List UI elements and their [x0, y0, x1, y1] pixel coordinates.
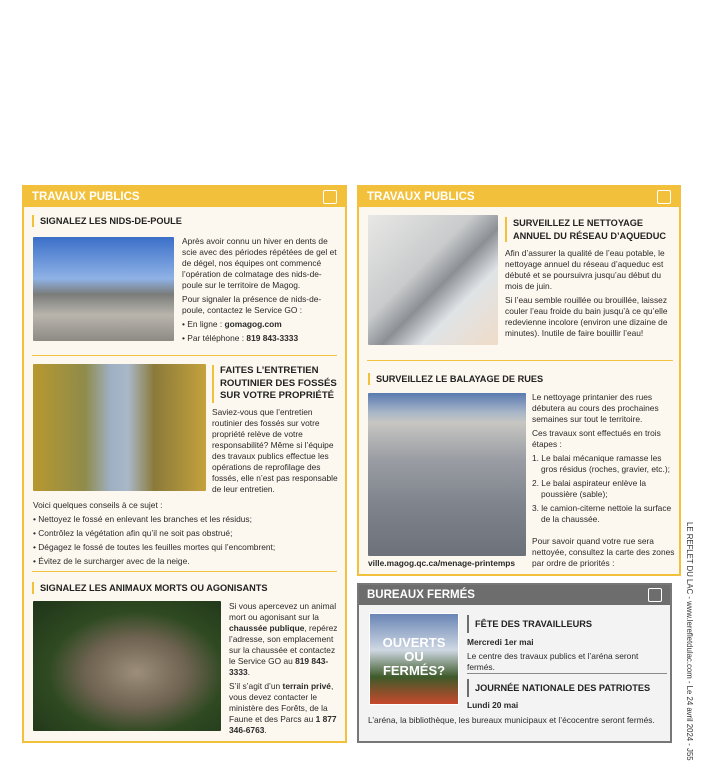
tips-intro: Voici quelques conseils à ce sujet : — [33, 500, 163, 510]
section-title: FAITES L’ENTRETIEN ROUTINIER DES FOSSÉS SUR VOTRE PROPRIÉTÉ — [212, 365, 342, 403]
paragraph: Si l’eau semble rouillée ou brouillée, laissez couler l’eau froide du bain jusqu’à ce qu’elle redevienne incolore (environ une dizaine de minutes). Inutile de faire bouillir l’eau! — [505, 295, 668, 338]
tip-item: • Évitez de le surcharger avec de la neige. — [33, 556, 190, 566]
paragraph-text: Pour savoir quand votre rue sera nettoyée, consultez la carte des zones par ordre de priorités : — [532, 536, 675, 568]
divider — [367, 360, 673, 361]
calendar-icon — [648, 588, 662, 602]
tip-item: • Nettoyez le fossé en enlevant les branches et les résidus; — [33, 514, 252, 524]
publication-footer: LE REFLET DU LAC - www.lerefletdulac.com - Le 24 avril 2024 - J55 — [685, 522, 694, 761]
menage-printemps-link[interactable]: ville.magog.qc.ca/menage-printemps — [368, 558, 516, 568]
paragraph: Si vous apercevez un animal mort ou agonisant sur la chaussée publique, repérez l’adresse, son emplacement sur la chaussée et contactez le Service GO au 819 843-3333. — [229, 601, 338, 677]
website-link[interactable]: gomagog.com — [224, 319, 282, 329]
event-patriotes — [467, 679, 667, 711]
paragraph: S’il s’agit d’un terrain privé, vous devez contacter le ministère des Forêts, de la Faune et des Parcs au 1 877 346-6763. — [229, 681, 337, 735]
raccoon-photo — [33, 601, 221, 731]
phone-number: 819 843-3333 — [246, 333, 299, 343]
divider — [32, 571, 337, 572]
panel-header — [359, 187, 679, 207]
section-title: SURVEILLEZ LE NETTOYAGE ANNUEL DU RÉSEAU D’AQUEDUC — [505, 217, 675, 242]
online-line: • En ligne : gomagog.com — [182, 319, 282, 329]
nids-text — [182, 236, 340, 347]
paragraph: Ces travaux sont effectués en trois étapes : — [532, 428, 661, 449]
step-item: 1. Le balai mécanique ramasse les gros résidus (roches, gravier, etc.); — [532, 453, 670, 474]
panel-title: TRAVAUX PUBLICS — [367, 191, 475, 203]
section-aqueduc — [505, 217, 675, 342]
section-nids-de-poule — [32, 215, 337, 227]
tip-item: • Dégagez le fossé de toutes les feuilles mortes qui l’encombrent; — [33, 542, 276, 552]
image-text: FERMÉS? — [382, 663, 446, 678]
panel-title: TRAVAUX PUBLICS — [32, 191, 140, 203]
animaux-text — [229, 601, 341, 739]
ouverts-fermes-image — [369, 613, 459, 705]
travaux-publics-left-panel — [22, 185, 347, 743]
panel-title: BUREAUX FERMÉS — [367, 589, 475, 601]
link-line — [368, 558, 678, 569]
section-balayage — [368, 373, 673, 385]
panel-header — [24, 187, 345, 207]
tip-item: • Contrôlez la végétation afin qu’il ne soit pas obstrué; — [33, 528, 233, 538]
event-date: Mercredi 1er mai — [467, 637, 534, 647]
tips — [33, 500, 338, 567]
travaux-publics-right-panel — [357, 185, 681, 576]
paragraph: Après avoir connu un hiver en dents de scie avec des périodes répétées de gel et de dégel, nos équipes ont commencé l’opération de colmatage des nids-de-poule sur le territoire de Magog. — [182, 236, 337, 290]
event-title: FÊTE DES TRAVAILLEURS — [467, 615, 667, 633]
paragraph: Afin d’assurer la qualité de l’eau potable, le nettoyage annuel du réseau d’aqueduc est débuté et se poursuivra jusqu’au début du mois de juin. — [505, 248, 665, 291]
section-fosses — [212, 365, 342, 495]
section-title: SIGNALEZ LES ANIMAUX MORTS OU AGONISANTS — [32, 582, 337, 594]
paragraph: Pour signaler la présence de nids-de-poule, contactez le Service GO : — [182, 294, 322, 315]
paragraph: Le nettoyage printanier des rues débutera au cours des prochaines semaines sur tout le territoire. — [532, 392, 659, 424]
ditch-photo — [33, 364, 206, 491]
image-text: OUVERTS — [382, 635, 446, 650]
bureaux-fermes-panel — [357, 583, 672, 743]
event-description: L’aréna, la bibliothèque, les bureaux municipaux et l’écocentre seront fermés. — [368, 715, 655, 725]
event-title: JOURNÉE NATIONALE DES PATRIOTES — [467, 679, 667, 697]
paragraph: Saviez-vous que l’entretien routinier des fossés sur votre propriété relève de votre responsabilité? Même si l’équipe des travaux publics effectue les opérations de reprofilage des fossés, elle n’est pas responsable de leur entretien. — [212, 406, 338, 494]
barrier-icon — [323, 190, 337, 204]
event-fete-travailleurs — [467, 615, 667, 673]
divider — [32, 355, 337, 356]
event-description: Le centre des travaux publics et l’aréna seront fermés. — [467, 651, 639, 672]
section-title: SURVEILLEZ LE BALAYAGE DE RUES — [368, 373, 673, 385]
panel-header — [359, 585, 670, 605]
pothole-truck-photo — [33, 237, 174, 341]
image-text: OU — [404, 649, 424, 664]
barrier-icon — [657, 190, 671, 204]
event-date: Lundi 20 mai — [467, 700, 519, 710]
gravel-street-photo — [368, 393, 526, 556]
balayage-text — [532, 392, 675, 528]
step-item: 2. Le balai aspirateur enlève la poussière (sable); — [532, 478, 647, 499]
step-item: 3. le camion-citerne nettoie la surface de la chaussée. — [532, 503, 672, 524]
phone-line: • Par téléphone : 819 843-3333 — [182, 333, 299, 343]
section-title: SIGNALEZ LES NIDS-DE-POULE — [32, 215, 337, 227]
section-animaux — [32, 582, 337, 594]
divider — [467, 673, 667, 674]
faucet-water-photo — [368, 215, 498, 345]
